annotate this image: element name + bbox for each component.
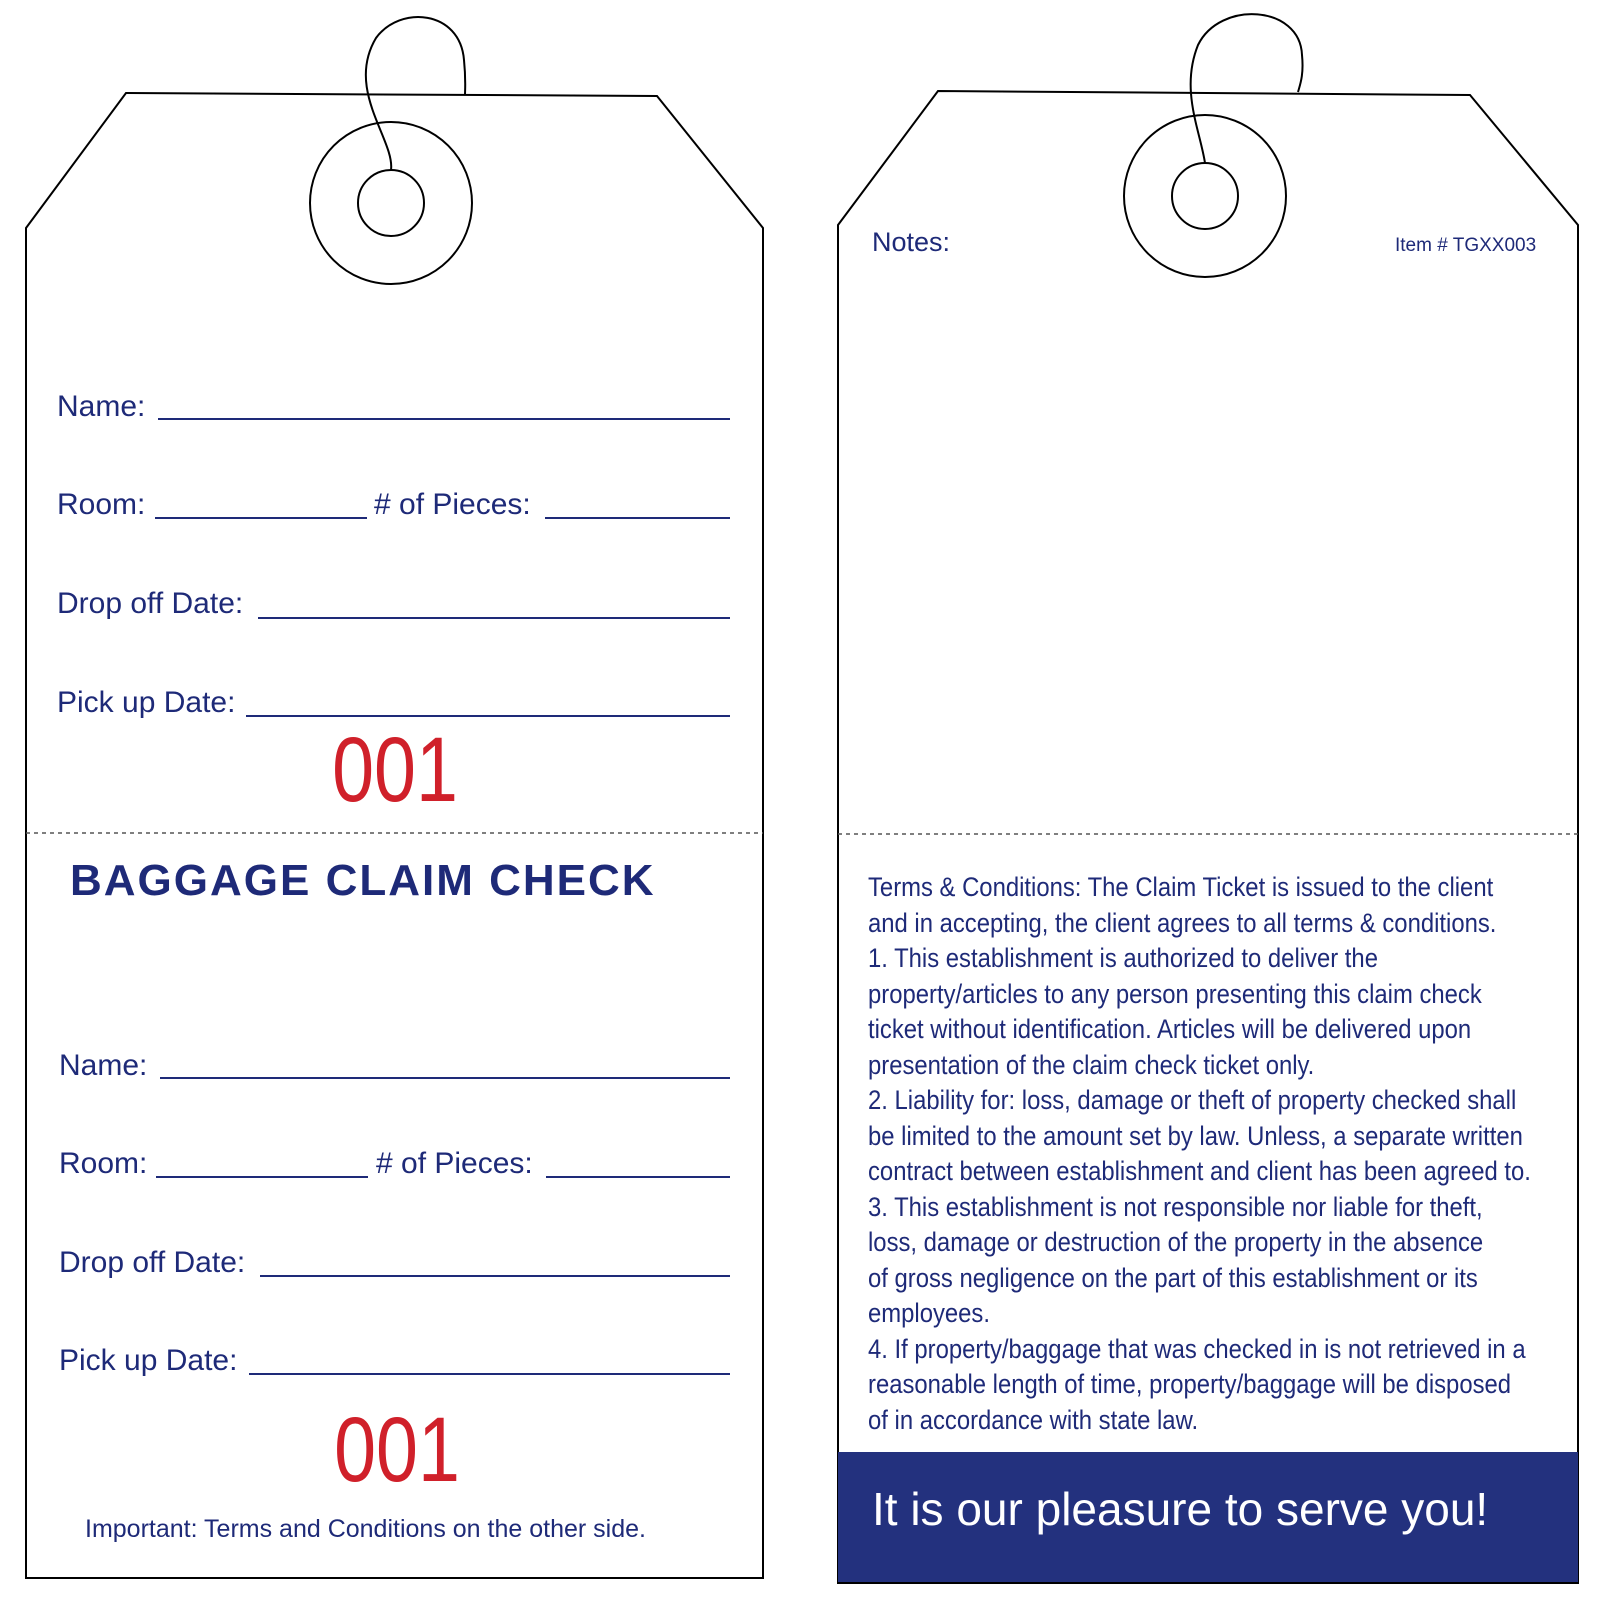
- upper-dropoff-label: Drop off Date:: [57, 587, 244, 620]
- terms-line: ticket without identification. Articles will be delivered upon: [868, 1014, 1472, 1044]
- terms-line: 1. This establishment is authorized to deliver the: [868, 943, 1378, 973]
- terms-line: 3. This establishment is not responsible nor liable for theft,: [868, 1191, 1483, 1222]
- terms-line: employees.: [868, 1298, 990, 1328]
- banner-text: It is our pleasure to serve you!: [872, 1483, 1489, 1535]
- terms-line: 2. Liability for: loss, damage or theft of property checked shall: [868, 1085, 1517, 1115]
- terms-and-conditions: [868, 870, 1568, 1438]
- lower-dropoff-label: Drop off Date:: [59, 1246, 246, 1279]
- terms-line: of in accordance with state law.: [868, 1404, 1199, 1435]
- terms-line: reasonable length of time, property/baggage will be disposed: [868, 1369, 1512, 1399]
- lower-pieces-label: # of Pieces:: [376, 1147, 533, 1180]
- upper-pieces-label: # of Pieces:: [374, 488, 531, 521]
- item-number: Item # TGXX003: [1395, 235, 1537, 256]
- important-note: Important: Terms and Conditions on the other side.: [85, 1515, 646, 1543]
- lower-name-label: Name:: [59, 1049, 148, 1082]
- terms-line: Terms & Conditions: The Claim Ticket is issued to the client: [868, 872, 1494, 902]
- lower-serial-number: 001: [334, 1399, 460, 1501]
- upper-pickup-label: Pick up Date:: [57, 686, 236, 719]
- terms-line: of gross negligence on the part of this establishment or its: [868, 1262, 1478, 1293]
- upper-name-label: Name:: [57, 390, 146, 423]
- terms-line: presentation of the claim check ticket only.: [868, 1049, 1315, 1080]
- terms-line: contract between establishment and client has been agreed to.: [868, 1156, 1531, 1186]
- claim-check-title: BAGGAGE CLAIM CHECK: [70, 856, 656, 905]
- upper-serial-number: 001: [332, 719, 458, 821]
- upper-room-label: Room:: [57, 488, 146, 521]
- terms-line: loss, damage or destruction of the property in the absence: [868, 1227, 1484, 1257]
- lower-room-label: Room:: [59, 1147, 148, 1180]
- terms-line: and in accepting, the client agrees to all terms & conditions.: [868, 907, 1497, 938]
- pleasure-banner: [838, 1452, 1578, 1582]
- terms-line: property/articles to any person presenting this claim check: [868, 978, 1482, 1009]
- terms-line: be limited to the amount set by law. Unless, a separate written: [868, 1120, 1523, 1151]
- terms-line: 4. If property/baggage that was checked in is not retrieved in a: [868, 1333, 1526, 1364]
- lower-pickup-label: Pick up Date:: [59, 1344, 238, 1377]
- notes-label: Notes:: [872, 227, 951, 257]
